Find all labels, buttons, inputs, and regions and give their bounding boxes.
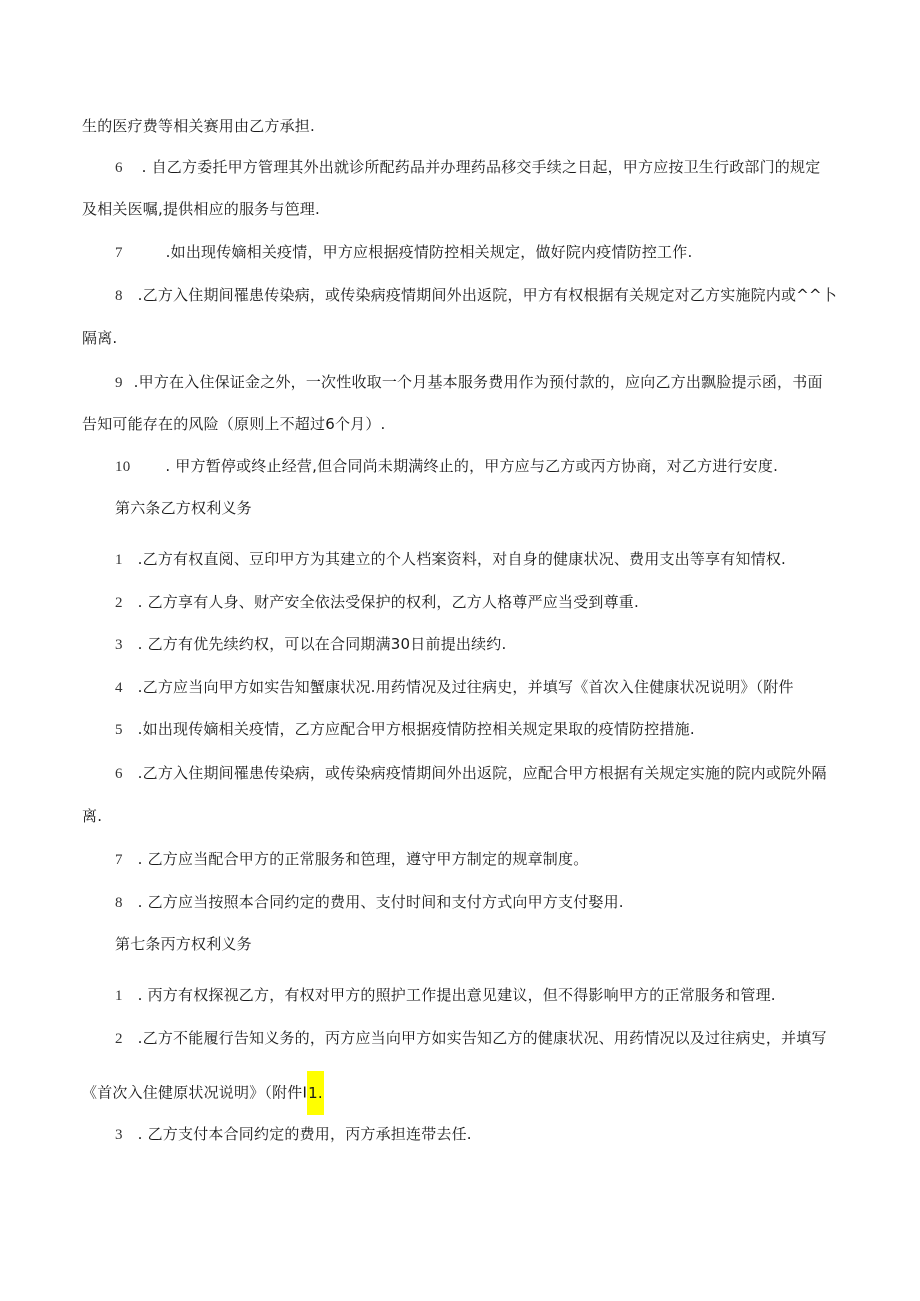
line-text: 及相关医嘱,提供相应的服务与笆理.: [82, 200, 320, 218]
line-text: 隔离.: [82, 329, 118, 347]
list-item: [115, 892, 624, 913]
line-text: 告知可能存在的风险（原则上不超过6个月）.: [82, 415, 386, 433]
item-number: 1: [115, 988, 123, 1004]
line-text: . 自乙方委托甲方管理其外出就诊所配药品并办理药品移交手续之日起，甲方应按卫生行政部门的规定: [141, 158, 821, 176]
item-number: 8: [115, 288, 123, 304]
item-number: 3: [115, 1127, 123, 1143]
list-item: [115, 677, 794, 698]
line-text: 《首次入住健原状况说明》（附件I: [82, 1083, 308, 1102]
list-item: [115, 1028, 827, 1049]
list-item: [115, 285, 837, 306]
heading-text: 第六条乙方权利义务: [115, 499, 252, 517]
list-item: [115, 719, 695, 740]
paragraph-line: [82, 806, 102, 826]
list-item: [115, 763, 827, 784]
line-text: . 丙方有权探视乙方，有权对甲方的照护工作提出意见建议，但不得影响甲方的正常服务和管理.: [137, 986, 776, 1004]
item-number: 2: [115, 1031, 123, 1047]
line-text: . 乙方有优先续约权，可以在合同期满30日前提出续约.: [137, 635, 507, 653]
line-text: 离.: [82, 807, 103, 825]
line-text: .乙方入住期间罹患传染病，或传染病疫情期间外出返院，甲方有权根据有关规定对乙方实施院内或^^卜: [137, 286, 837, 304]
item-number: 6: [115, 160, 123, 176]
item-number: 2: [115, 595, 123, 611]
list-item: [115, 549, 786, 570]
line-text: .如出现传嫡相关疫情，甲方应根据疫情防控相关规定，做好院内疫情防控工作.: [165, 243, 693, 261]
line-text: .乙方有权直阅、豆印甲方为其建立的个人档案资料，对自身的健康状况、费用支出等享有知情权.: [137, 550, 787, 568]
item-number: 9: [115, 375, 123, 391]
line-text: .乙方不能履行告知义务的，丙方应当向甲方如实告知乙方的健康状况、用药情况以及过往病史，并填写: [137, 1029, 827, 1047]
line-text: .乙方应当向甲方如实告知蟹康状况.用药情况及过往病史，并填写《首次入住健康状况说明》（附件: [137, 678, 794, 696]
list-item: [115, 849, 588, 870]
list-item: [115, 372, 823, 393]
list-item: [115, 242, 692, 263]
section-heading: [115, 498, 252, 518]
heading-text: 第七条丙方权利义务: [115, 935, 252, 953]
line-text: 生的医疗费等相关赛用由乙方承担.: [82, 117, 315, 135]
list-item: [115, 157, 820, 178]
line-text: . 乙方应当按照本合同约定的费用、支付时间和支付方式向甲方支付娶用.: [137, 893, 624, 911]
section-heading: [115, 934, 252, 954]
list-item: [115, 1124, 472, 1145]
paragraph-line: [82, 414, 386, 434]
highlighted-text: 1.: [307, 1071, 324, 1115]
line-text: . 乙方应当配合甲方的正常服务和笆理，遵守甲方制定的规章制度。: [137, 850, 589, 868]
line-text: . 乙方支付本合同约定的费用，丙方承担连带去任.: [137, 1125, 472, 1143]
item-number: 6: [115, 766, 123, 782]
item-number: 7: [115, 245, 123, 261]
list-item: [115, 592, 639, 613]
paragraph-line: [82, 1071, 324, 1115]
paragraph-line: [82, 116, 315, 136]
item-number: 5: [115, 722, 123, 738]
line-text: .甲方在入住保证金之外，一次性收取一个月基本服务费用作为预付款的，应向乙方出飘脸提示函，书面: [133, 373, 823, 391]
item-number: 7: [115, 852, 123, 868]
list-item: [115, 634, 506, 655]
item-number: 4: [115, 680, 123, 696]
paragraph-line: [82, 328, 117, 348]
item-number: 8: [115, 895, 123, 911]
line-text: .乙方入住期间罹患传染病，或传染病疫情期间外出返院，应配合甲方根据有关规定实施的院内或院外隔: [137, 764, 827, 782]
line-text: . 乙方享有人身、财产安全依法受保护的权利，乙方人格尊严应当受到尊重.: [137, 593, 639, 611]
item-number: 1: [115, 552, 123, 568]
list-item: [115, 456, 778, 477]
line-text: . 甲方暂停或终止经营,但合同尚未期满终止的，甲方应与乙方或丙方协商，对乙方进行安度.: [165, 457, 779, 475]
list-item: [115, 985, 776, 1006]
item-number: 3: [115, 637, 123, 653]
paragraph-line: [82, 199, 320, 219]
item-number: 10: [115, 459, 131, 475]
line-text: .如出现传嫡相关疫情，乙方应配合甲方根据疫情防控相关规定果取的疫情防控措施.: [137, 720, 695, 738]
